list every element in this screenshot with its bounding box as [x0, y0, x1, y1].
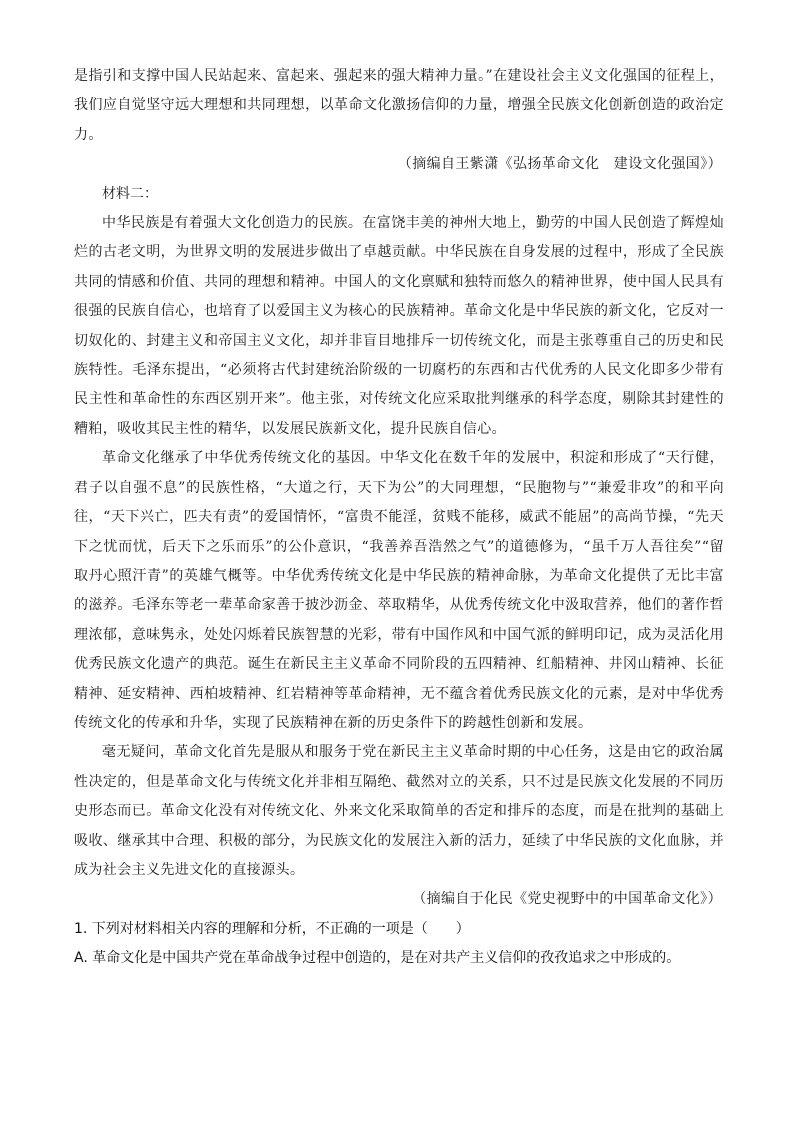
material-2-paragraph-3: 毫无疑问，革命文化首先是服从和服务于党在新民主主义革命时期的中心任务，这是由它的政治属性决定的，但是革命文化与传统文化并非相互隔绝、截然对立的关系，只不过是民族文化发展的不同历史形态而已。革命文化没有对传统文化、外来文化采取简单的否定和排斥的态度，而是在批判的基础上吸收、继承其中合理、积极的部分，为民族文化的发展注入新的活力，延续了中华民族的文化血脉，并成为社会主义先进文化的直接源头。: [74, 744, 724, 878]
document-page: [74, 62, 724, 973]
source-citation-2: （摘编自于化民《党史视野中的中国革命文化》）: [412, 891, 722, 908]
material-2-paragraph-1: 中华民族是有着强大文化创造力的民族。在富饶丰美的神州大地上，勤劳的中国人民创造了辉煌灿烂的古老文明，为世界文明的发展进步做出了卓越贡献。中华民族在自身发展的过程中，形成了全民族共同的情感和价值、共同的理想和精神。中国人的文化禀赋和独特而悠久的精神世界，使中国人民具有很强的民族自信心，也培育了以爱国主义为核心的民族精神。革命文化是中华民族的新文化，它反对一切奴化的、封建主义和帝国主义文化，却并非盲目地排斥一切传统文化，而是主张尊重自己的历史和民族特性。毛泽东提出，“必须将古代封建统治阶级的一切腐朽的东西和古代优秀的人民文化即多少带有民主性和革命性的东西区别开来”。他主张，对传统文化应采取批判继承的科学态度，剔除其封建性的糟粕，吸收其民主性的精华，以发展民族新文化，提升民族自信心。: [74, 215, 724, 437]
material-2-heading: 材料二：: [102, 185, 158, 202]
option-a: A. 革命文化是中国共产党在革命战争过程中创造的，是在对共产主义信仰的孜孜追求之中形成的。: [74, 949, 681, 966]
material-2-paragraph-2: 革命文化继承了中华优秀传统文化的基因。中华文化在数千年的发展中，积淀和形成了“天行健，君子以自强不息”的民族性格，“大道之行，天下为公”的大同理想，“民胞物与”“兼爱非攻”的和平向往，“天下兴亡，匹夫有责”的爱国情怀，“富贵不能淫，贫贱不能移，威武不能屈”的高尚节操，“先天下之忧而忧，后天下之乐而乐”的公仆意识，“我善养吾浩然之气”的道德修为，“虽千万人吾往矣”“留取丹心照汗青”的英雄气概等。中华优秀传统文化是中华民族的精神命脉，为革命文化提供了无比丰富的滋养。毛泽东等老一辈革命家善于披沙沥金、萃取精华，从优秀传统文化中汲取营养，他们的著作哲理浓郁，意味隽永，处处闪烁着民族智慧的光彩，带有中国作风和中国气派的鲜明印记，成为灵活化用优秀民族文化遗产的典范。诞生在新民主主义革命不同阶段的五四精神、红船精神、井冈山精神、长征精神、延安精神、西柏坡精神、红岩精神等革命精神，无不蕴含着优秀民族文化的元素，是对中华优秀传统文化的传承和升华，实现了民族精神在新的历史条件下的跨越性创新和发展。: [74, 450, 724, 731]
source-citation-1: （摘编自王紫潇《弘扬革命文化 建设文化强国》）: [397, 156, 722, 173]
question-1: 1. 下列对材料相关内容的理解和分析，不正确的一项是（ ）: [74, 920, 470, 937]
intro-paragraph: 是指引和支撑中国人民站起来、富起来、强起来的强大精神力量。”在建设社会主义文化强国的征程上，我们应自觉坚守远大理想和共同理想，以革命文化激扬信仰的力量，增强全民族文化创新创造的政治定力。: [74, 68, 724, 143]
